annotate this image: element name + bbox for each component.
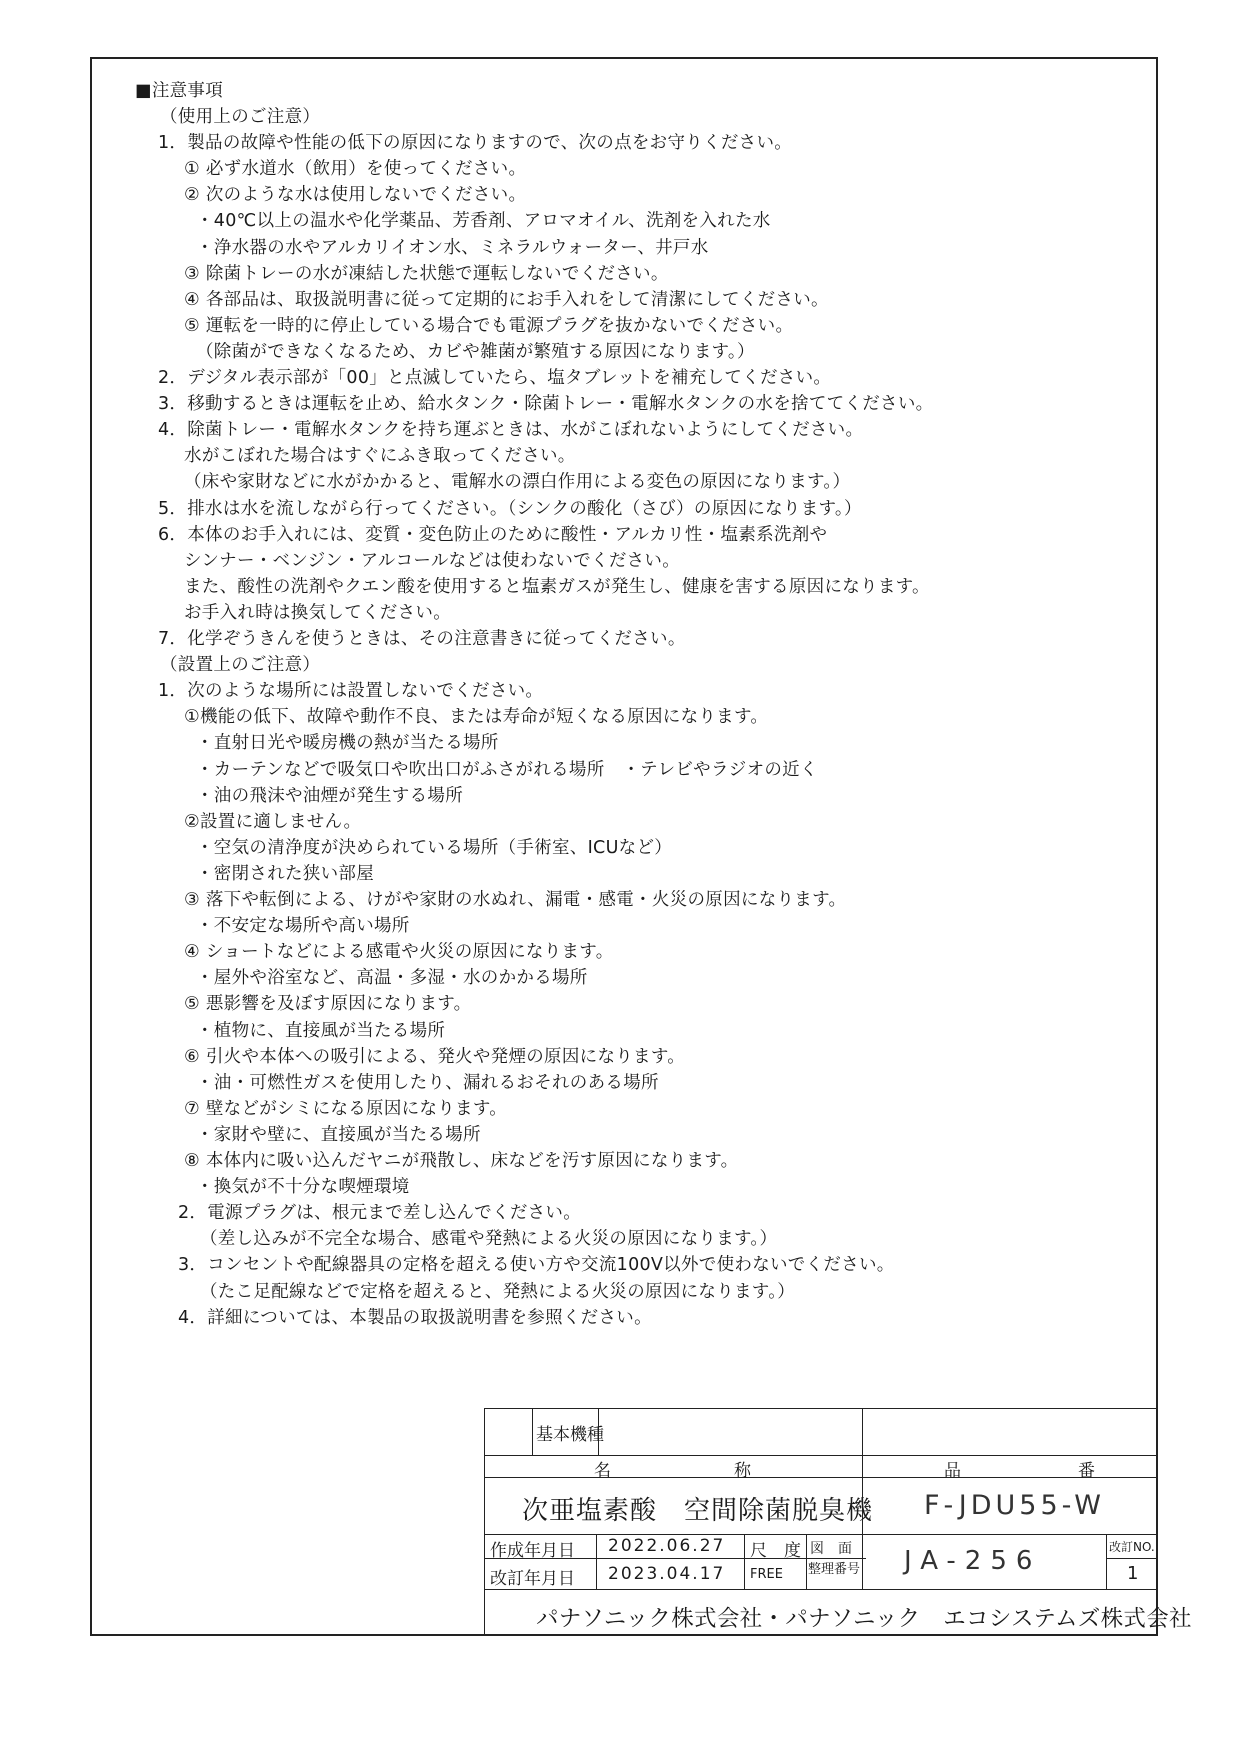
notes-line: ・換気が不十分な喫煙環境	[196, 1177, 410, 1198]
notes-line: ①機能の低下、故障や動作不良、または寿命が短くなる原因になります。	[184, 707, 769, 728]
drawing-label-2: 整理番号	[808, 1562, 861, 1577]
created-label: 作成年月日	[490, 1541, 575, 1561]
drawing-label-1: 図 面	[810, 1541, 852, 1557]
notes-line: 7．化学ぞうきんを使うときは、その注意書きに従ってください。	[158, 629, 686, 649]
revised-date: 2023.04.17	[608, 1564, 726, 1584]
notes-line: お手入れ時は換気してください。	[184, 602, 451, 623]
notes-line: ① 必ず水道水（飲用）を使ってください。	[184, 159, 527, 180]
title-block	[484, 1408, 1192, 1636]
scale-value: FREE	[750, 1567, 783, 1582]
revision-label: 改訂NO.	[1109, 1540, 1155, 1554]
notes-line: ・直射日光や暖房機の熱が当たる場所	[196, 733, 499, 754]
notes-line: ・40℃以上の温水や化学薬品、芳香剤、アロマオイル、洗剤を入れた水	[196, 211, 771, 232]
notes-line: （差し込みが不完全な場合、感電や発熱による火災の原因になります。）	[200, 1229, 778, 1250]
company-name: パナソニック株式会社・パナソニック エコシステムズ株式会社	[536, 1606, 1192, 1632]
notes-line: ・油・可燃性ガスを使用したり、漏れるおそれのある場所	[196, 1072, 659, 1093]
name-label-1: 名	[594, 1461, 611, 1481]
notes-line: ・油の飛沫や油煙が発生する場所	[196, 785, 463, 806]
notes-line: （設置上のご注意）	[160, 655, 321, 676]
base-model-label: 基本機種	[536, 1425, 604, 1445]
notes-line: 6．本体のお手入れには、変質・変色防止のために酸性・アルカリ性・塩素系洗剤や	[158, 524, 828, 545]
number-label-1: 品	[944, 1461, 961, 1481]
notes-line: 1．製品の故障や性能の低下の原因になりますので、次の点をお守りください。	[158, 133, 793, 154]
drawing-number: JA-256	[904, 1546, 1042, 1576]
notes-line: ⑤ 悪影響を及ぼす原因になります。	[184, 994, 472, 1015]
number-label-2: 番	[1078, 1461, 1095, 1481]
notes-line: ・家財や壁に、直接風が当たる場所	[196, 1124, 481, 1145]
notes-line: 3．移動するときは運転を止め、給水タンク・除菌トレー・電解水タンクの水を捨ててください。	[158, 394, 934, 415]
notes-title: ■注意事項	[135, 81, 224, 101]
notes-line: ・屋外や浴室など、高温・多湿・水のかかる場所	[196, 968, 588, 989]
notes-line: （床や家財などに水がかかると、電解水の漂白作用による変色の原因になります。）	[184, 472, 851, 493]
notes-line: ⑥ 引火や本体への吸引による、発火や発煙の原因になります。	[184, 1046, 686, 1067]
notes-line: 1．次のような場所には設置しないでください。	[158, 681, 544, 702]
notes-line: ⑧ 本体内に吸い込んだヤニが飛散し、床などを汚す原因になります。	[184, 1151, 739, 1171]
notes-line: 3．コンセントや配線器具の定格を超える使い方や交流100V以外で使わないでください。	[178, 1255, 895, 1276]
product-number: F-JDU55-W	[924, 1490, 1105, 1521]
notes-line: ・密閉された狭い部屋	[196, 863, 374, 884]
notes-line: ④ 各部品は、取扱説明書に従って定期的にお手入れをして清潔にしてください。	[184, 289, 829, 310]
notes-line: 2．電源プラグは、根元まで差し込んでください。	[178, 1203, 582, 1224]
notes-line: ・植物に、直接風が当たる場所	[196, 1020, 446, 1041]
notes-line: ②設置に適しません。	[184, 811, 362, 832]
product-name: 次亜塩素酸 空間除菌脱臭機	[522, 1496, 874, 1526]
scale-label: 尺 度	[750, 1541, 801, 1561]
notes-line: ・カーテンなどで吸気口や吹出口がふさがれる場所 ・テレビやラジオの近く	[196, 759, 818, 780]
notes-line: 5．排水は水を流しながら行ってください。（シンクの酸化（さび）の原因になります。）	[158, 498, 862, 519]
notes-line: （除菌ができなくなるため、カビや雑菌が繁殖する原因になります。）	[196, 341, 755, 362]
notes-line: 2．デジタル表示部が「00」と点滅していたら、塩タブレットを補充してください。	[158, 368, 832, 388]
name-label-2: 称	[734, 1461, 751, 1481]
notes-line: ③ 落下や転倒による、けがや家財の水ぬれ、漏電・感電・火災の原因になります。	[184, 890, 847, 910]
notes-line: また、酸性の洗剤やクエン酸を使用すると塩素ガスが発生し、健康を害する原因になります。	[184, 576, 930, 597]
revision-value: 1	[1127, 1563, 1139, 1584]
notes-line: 4．除菌トレー・電解水タンクを持ち運ぶときは、水がこぼれないようにしてください。	[158, 420, 864, 441]
notes-line: ・浄水器の水やアルカリイオン水、ミネラルウォーター、井戸水	[196, 237, 709, 258]
notes-line: ② 次のような水は使用しないでください。	[184, 185, 527, 206]
notes-line: 4．詳細については、本製品の取扱説明書を参照ください。	[178, 1307, 652, 1328]
notes-line: ・空気の清浄度が決められている場所（手術室、ICUなど）	[196, 837, 673, 858]
notes-line: ④ ショートなどによる感電や火災の原因になります。	[184, 942, 614, 963]
notes-line: ⑤ 運転を一時的に停止している場合でも電源プラグを抜かないでください。	[184, 315, 794, 336]
notes-line: 水がこぼれた場合はすぐにふき取ってください。	[184, 446, 576, 467]
created-date: 2022.06.27	[608, 1536, 726, 1556]
notes-line: シンナー・ベンジン・アルコールなどは使わないでください。	[184, 550, 681, 571]
notes-line: （使用上のご注意）	[160, 107, 321, 127]
notes-line: ⑦ 壁などがシミになる原因になります。	[184, 1098, 508, 1119]
revised-label: 改訂年月日	[490, 1569, 575, 1589]
notes-line: ・不安定な場所や高い場所	[196, 916, 410, 937]
notes-line: ③ 除菌トレーの水が凍結した状態で運転しないでください。	[184, 263, 669, 284]
notes-line: （たこ足配線などで定格を超えると、発熱による火災の原因になります。）	[200, 1281, 796, 1302]
